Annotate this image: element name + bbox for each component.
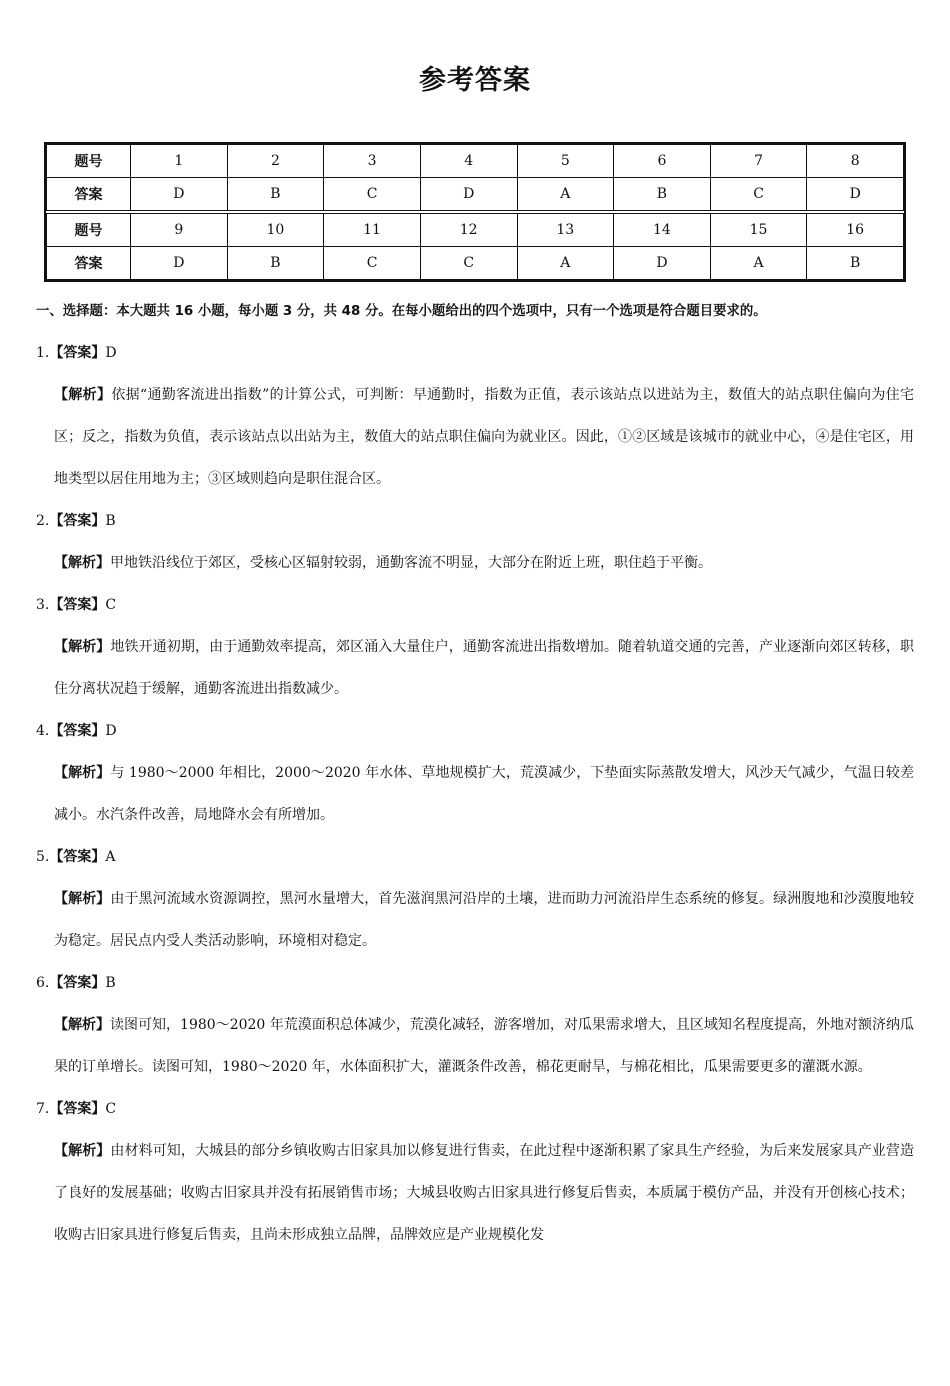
answer-cell: A (517, 178, 614, 213)
answer-value: C (105, 597, 117, 613)
question-number-cell: 15 (710, 212, 807, 247)
question-number: 6. (36, 975, 50, 991)
answer-line (36, 584, 914, 626)
question-number: 3. (36, 597, 50, 613)
question-number-cell: 8 (807, 145, 904, 178)
question-number-cell: 3 (324, 145, 421, 178)
analysis-text: 读图可知，1980～2020 年荒漠面积总体减少，荒漠化减轻，游客增加，对瓜果需求增大，且区域知名程度提高，外地对额济纳瓜果的订单增长。读图可知，1980～2020 年，水体面积扩大，灌溉条件改善，棉花更耐旱，与棉花相比，瓜果需要更多的灌溉水源。 (54, 1017, 914, 1075)
answer-line (36, 836, 914, 878)
question-number: 2. (36, 513, 50, 529)
analysis-paragraph (36, 752, 914, 836)
question-item-7 (36, 1088, 914, 1256)
question-number-cell: 13 (517, 212, 614, 247)
answer-cell: C (710, 178, 807, 213)
answer-cell: D (131, 178, 228, 213)
analysis-paragraph (36, 1130, 914, 1256)
answers-list (36, 332, 914, 1256)
row-label-number: 题号 (47, 212, 131, 247)
analysis-text: 由材料可知，大城县的部分乡镇收购古旧家具加以修复进行售卖，在此过程中逐渐积累了家具生产经验，为后来发展家具产业营造了良好的发展基础；收购古旧家具并没有拓展销售市场；大城县收购古旧家具进行修复后售卖，本质属于模仿产品，并没有开创核心技术；收购古旧家具进行修复后售卖，且尚未形成独立品牌，品牌效应是产业规模化发 (54, 1143, 915, 1243)
question-item-1 (36, 332, 914, 500)
table-row-answers-1 (47, 178, 904, 213)
analysis-tag: 【解析】 (54, 639, 111, 655)
analysis-text: 地铁开通初期，由于通勤效率提高，郊区涌入大量住户，通勤客流进出指数增加。随着轨道交通的完善，产业逐渐向郊区转移，职住分离状况趋于缓解，通勤客流进出指数减少。 (54, 639, 915, 697)
answer-tag: 【答案】 (49, 345, 106, 361)
question-number: 4. (36, 723, 50, 739)
answer-line (36, 710, 914, 752)
answer-value: D (105, 345, 117, 361)
analysis-text: 甲地铁沿线位于郊区，受核心区辐射较弱，通勤客流不明显，大部分在附近上班，职住趋于平衡。 (110, 555, 712, 571)
analysis-tag: 【解析】 (54, 387, 112, 403)
answer-cell: D (614, 247, 711, 280)
table-row-numbers-1 (47, 145, 904, 178)
answer-value: A (105, 849, 116, 865)
analysis-tag: 【解析】 (54, 765, 111, 781)
question-item-3 (36, 584, 914, 710)
answer-cell: B (227, 178, 324, 213)
answer-cell: A (517, 247, 614, 280)
analysis-text: 依据“通勤客流进出指数”的计算公式，可判断：早通勤时，指数为正值，表示该站点以进站为主，数值大的站点职住偏向为住宅区；反之，指数为负值，表示该站点以出站为主，数值大的站点职住偏向为就业区。因此，①②区域是该城市的就业中心，④是住宅区，用地类型以居住用地为主；③区域则趋向是职住混合区。 (54, 387, 914, 487)
answer-cell: B (807, 247, 904, 280)
row-label-number: 题号 (47, 145, 131, 178)
answer-tag: 【答案】 (49, 1101, 106, 1117)
answer-tag: 【答案】 (49, 849, 106, 865)
answer-value: C (105, 1101, 117, 1117)
answer-cell: C (324, 247, 421, 280)
question-number-cell: 4 (420, 145, 517, 178)
analysis-paragraph (36, 374, 914, 500)
answer-cell: D (131, 247, 228, 280)
analysis-paragraph (36, 542, 914, 584)
answer-cell: C (324, 178, 421, 213)
question-item-6 (36, 962, 914, 1088)
question-item-2 (36, 500, 914, 584)
analysis-paragraph (36, 878, 914, 962)
question-number: 5. (36, 849, 50, 865)
question-number-cell: 1 (131, 145, 228, 178)
question-number-cell: 10 (227, 212, 324, 247)
question-number: 7. (36, 1101, 50, 1117)
table-row-numbers-2 (47, 212, 904, 247)
answer-tag: 【答案】 (49, 513, 106, 529)
answer-cell: B (614, 178, 711, 213)
answer-cell: B (227, 247, 324, 280)
answer-tag: 【答案】 (49, 975, 106, 991)
row-label-answer: 答案 (47, 247, 131, 280)
answer-cell: C (420, 247, 517, 280)
answer-cell: D (807, 178, 904, 213)
question-number: 1. (36, 345, 50, 361)
answer-table (44, 142, 906, 282)
question-number-cell: 11 (324, 212, 421, 247)
answer-line (36, 500, 914, 542)
analysis-tag: 【解析】 (54, 555, 110, 571)
analysis-tag: 【解析】 (54, 1143, 111, 1159)
answer-cell: D (420, 178, 517, 213)
page-title: 参考答案 (419, 65, 531, 96)
analysis-tag: 【解析】 (54, 1017, 111, 1033)
analysis-paragraph (36, 1004, 914, 1088)
section-heading: 一、选择题：本大题共 16 小题，每小题 3 分，共 48 分。在每小题给出的四个选项中，只有一个选项是符合题目要求的。 (36, 304, 767, 319)
question-number-cell: 16 (807, 212, 904, 247)
answer-line (36, 332, 914, 374)
question-number-cell: 7 (710, 145, 807, 178)
answer-value: B (105, 975, 116, 991)
question-number-cell: 12 (420, 212, 517, 247)
answer-value: D (105, 723, 117, 739)
question-number-cell: 2 (227, 145, 324, 178)
analysis-text: 与 1980～2000 年相比，2000～2020 年水体、草地规模扩大，荒漠减少，下垫面实际蒸散发增大，风沙天气减少，气温日较差减小。水汽条件改善，局地降水会有所增加。 (54, 765, 914, 823)
table-row-answers-2 (47, 247, 904, 280)
analysis-tag: 【解析】 (54, 891, 111, 907)
analysis-text: 由于黑河流域水资源调控，黑河水量增大，首先滋润黑河沿岸的土壤，进而助力河流沿岸生态系统的修复。绿洲腹地和沙漠腹地较为稳定。居民点内受人类活动影响，环境相对稳定。 (54, 891, 915, 949)
answer-cell: A (710, 247, 807, 280)
analysis-paragraph (36, 626, 914, 710)
row-label-answer: 答案 (47, 178, 131, 213)
question-number-cell: 5 (517, 145, 614, 178)
question-number-cell: 6 (614, 145, 711, 178)
answer-line (36, 1088, 914, 1130)
question-item-4 (36, 710, 914, 836)
question-item-5 (36, 836, 914, 962)
answer-tag: 【答案】 (49, 723, 106, 739)
answer-value: B (105, 513, 116, 529)
answer-line (36, 962, 914, 1004)
answer-tag: 【答案】 (49, 597, 106, 613)
question-number-cell: 14 (614, 212, 711, 247)
question-number-cell: 9 (131, 212, 228, 247)
